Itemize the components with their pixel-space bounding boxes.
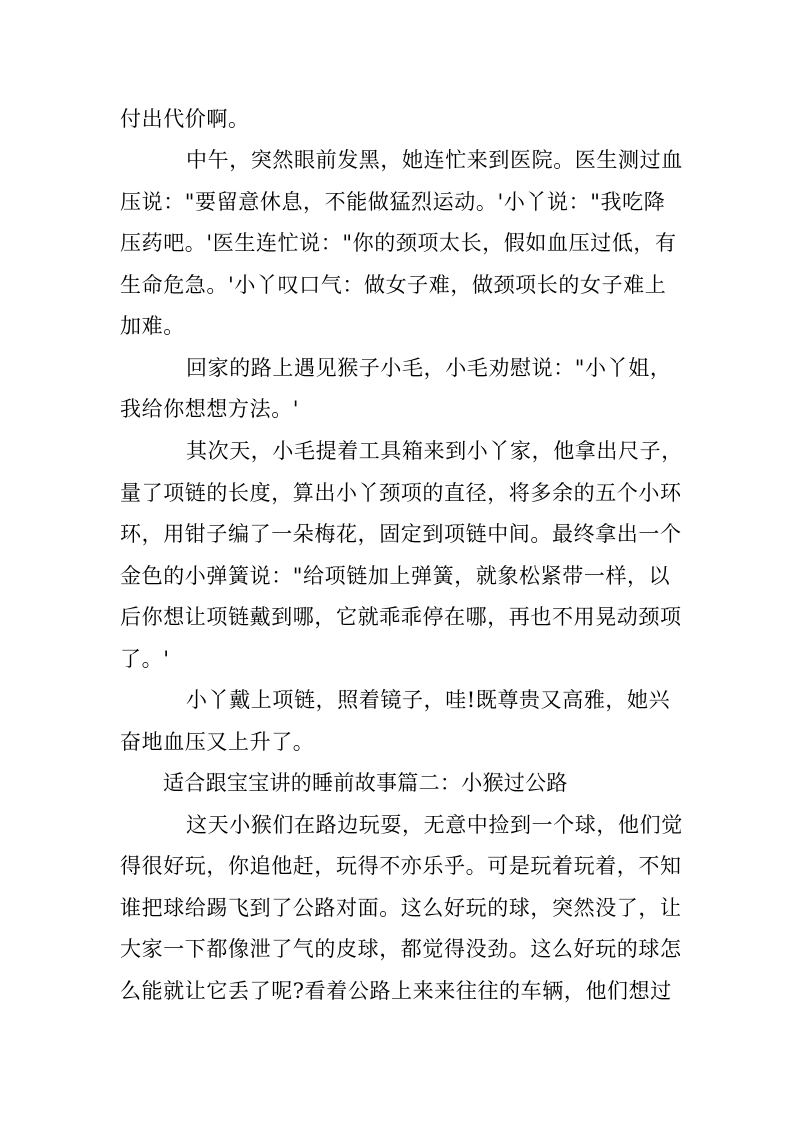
text-line: 生命危急。'小丫叹口气：做女子难，做颈项长的女子难上: [120, 273, 667, 297]
text-line: 压药吧。'医生连忙说："你的颈项太长，假如血压过低，有: [120, 231, 677, 255]
text-line: 得很好玩，你追他赶，玩得不亦乐乎。可是玩着玩着，不知: [120, 854, 682, 878]
paragraph-start: 回家的路上遇见猴子小毛，小毛劝慰说："小丫姐，: [186, 356, 672, 380]
text-line: 环，用钳子编了一朵梅花，固定到项链中间。最终拿出一个: [120, 522, 682, 546]
text-line: 后你想让项链戴到哪，它就乖乖停在哪，再也不用晃动颈项: [120, 605, 682, 629]
paragraph-start: 小丫戴上项链，照着镜子，哇!既尊贵又高雅，她兴: [186, 688, 671, 712]
paragraph-start: 中午，突然眼前发黑，她连忙来到医院。医生测过血: [186, 148, 683, 172]
text-line: 么能就让它丢了呢?看着公路上来来往往的车辆，他们想过: [120, 979, 672, 1003]
text-line: 我给你想想方法。': [120, 397, 300, 421]
text-line: 压说："要留意休息，不能做猛烈运动。'小丫说："我吃降: [120, 190, 666, 214]
paragraph-start: 这天小猴们在路边玩耍，无意中捡到一个球，他们觉: [186, 813, 683, 837]
text-line: 大家一下都像泄了气的皮球，都觉得没劲。这么好玩的球怎: [120, 937, 682, 961]
text-line: 加难。: [120, 314, 185, 338]
section-heading: 适合跟宝宝讲的睡前故事篇二：小猴过公路: [163, 771, 568, 795]
text-line: 量了项链的长度，算出小丫颈项的直径，将多余的五个小环: [120, 481, 682, 505]
text-line: 了。': [120, 647, 170, 671]
text-line: 金色的小弹簧说："给项链加上弹簧，就象松紧带一样，以: [120, 564, 671, 588]
text-line: 付出代价啊。: [120, 107, 250, 131]
text-line: 奋地血压又上升了。: [120, 730, 315, 754]
paragraph-start: 其次天，小毛提着工具箱来到小丫家，他拿出尺子，: [186, 439, 683, 463]
text-line: 谁把球给踢飞到了公路对面。这么好玩的球，突然没了，让: [120, 896, 682, 920]
